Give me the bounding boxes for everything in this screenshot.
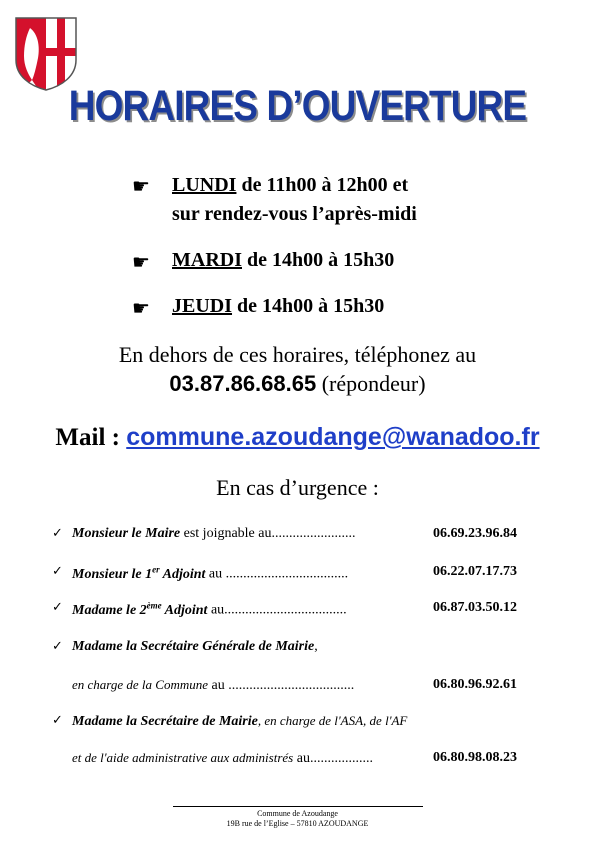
phone-number: 06.80.98.08.23 [433,750,517,765]
phone-number: 06.87.03.50.12 [433,600,517,615]
pointing-hand-icon: ☛ [132,296,150,320]
urgence-heading: En cas d’urgence : [216,475,379,500]
checkmark-icon: ✓ [52,526,63,541]
main-phone-number: 03.87.86.68.65 [169,371,317,396]
page-title: HORAIRES D’OUVERTURE [68,82,527,130]
footer-line-1: Commune de Azoudange [257,809,338,818]
pointing-hand-icon: ☛ [132,250,150,274]
hours-monday-line2: sur rendez-vous l’après-midi [172,203,417,225]
checkmark-icon: ✓ [52,564,63,579]
hours-tuesday: MARDI de 14h00 à 15h30 [172,249,395,271]
footer-divider [173,806,423,807]
checkmark-icon: ✓ [52,713,63,728]
phone-number: 06.22.07.17.73 [433,564,517,579]
footer-line-2: 19B rue de l’Eglise – 57810 AZOUDANGE [226,819,369,828]
hours-thursday: JEUDI de 14h00 à 15h30 [172,295,385,317]
phone-number: 06.80.96.92.61 [433,677,517,692]
mail-line: Mail : commune.azoudange@wanadoo.fr [55,423,540,451]
hours-monday: LUNDI de 11h00 à 12h00 et [172,174,409,196]
checkmark-icon: ✓ [52,639,63,654]
pointing-hand-icon: ☛ [132,174,150,198]
coat-of-arms-logo [12,14,80,92]
outside-hours-text: En dehors de ces horaires, téléphonez au 03.87.86.68.65 (répondeur) [118,342,477,396]
email-link[interactable]: commune.azoudange@wanadoo.fr [126,423,540,451]
phone-number: 06.69.23.96.84 [433,526,517,541]
checkmark-icon: ✓ [52,600,63,615]
